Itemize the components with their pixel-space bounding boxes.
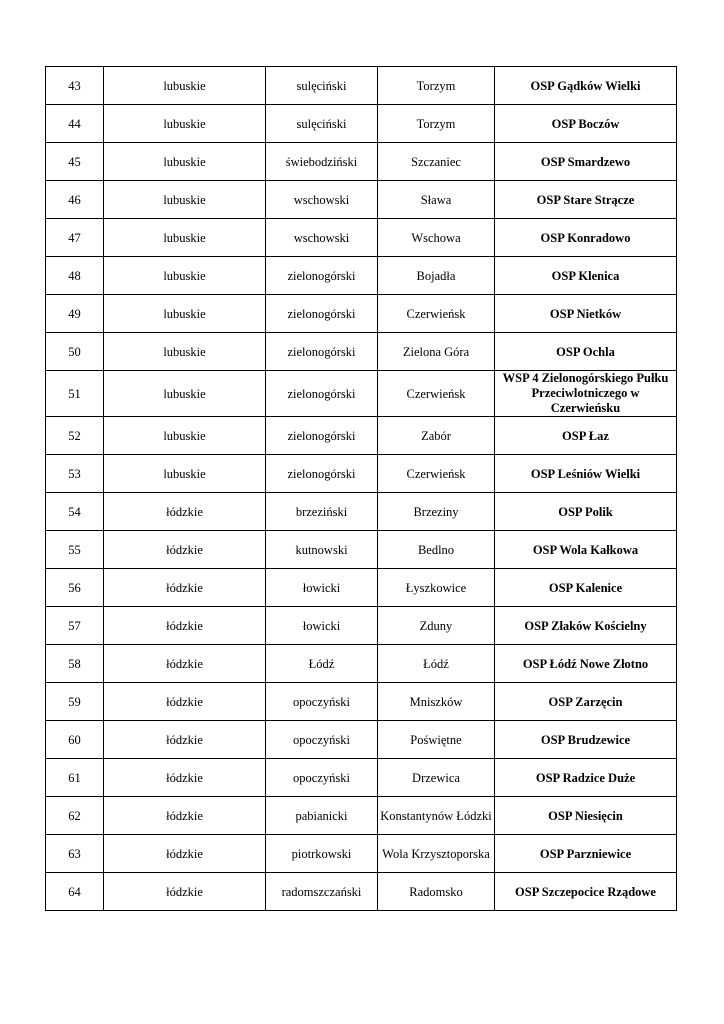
table-row [46, 835, 677, 873]
table-row [46, 493, 677, 531]
fire-unit-cell: OSP Smardzewo [495, 143, 677, 181]
fire-unit-cell: OSP Gądków Wielki [495, 67, 677, 105]
county-cell: zielonogórski [266, 455, 378, 493]
voivodeship-cell: lubuskie [104, 67, 266, 105]
commune-cell: Łódź [378, 645, 495, 683]
row-number: 60 [46, 721, 104, 759]
table-row [46, 797, 677, 835]
osp-table-body [46, 67, 677, 911]
voivodeship-cell: łódzkie [104, 721, 266, 759]
fire-unit-cell: OSP Kalenice [495, 569, 677, 607]
table-row [46, 219, 677, 257]
commune-cell: Torzym [378, 105, 495, 143]
voivodeship-cell: łódzkie [104, 645, 266, 683]
voivodeship-cell: lubuskie [104, 257, 266, 295]
fire-unit-cell: OSP Parzniewice [495, 835, 677, 873]
row-number: 46 [46, 181, 104, 219]
county-cell: radomszczański [266, 873, 378, 911]
row-number: 50 [46, 333, 104, 371]
fire-unit-cell: OSP Ochla [495, 333, 677, 371]
fire-unit-cell: OSP Nietków [495, 295, 677, 333]
table-row [46, 257, 677, 295]
county-cell: zielonogórski [266, 371, 378, 417]
commune-cell: Brzeziny [378, 493, 495, 531]
county-cell: opoczyński [266, 721, 378, 759]
county-cell: pabianicki [266, 797, 378, 835]
county-cell: zielonogórski [266, 417, 378, 455]
commune-cell: Mniszków [378, 683, 495, 721]
voivodeship-cell: lubuskie [104, 417, 266, 455]
table-row [46, 67, 677, 105]
row-number: 49 [46, 295, 104, 333]
row-number: 64 [46, 873, 104, 911]
table-row [46, 333, 677, 371]
fire-unit-cell: OSP Leśniów Wielki [495, 455, 677, 493]
voivodeship-cell: łódzkie [104, 683, 266, 721]
voivodeship-cell: łódzkie [104, 835, 266, 873]
osp-table [45, 66, 677, 911]
commune-cell: Radomsko [378, 873, 495, 911]
county-cell: zielonogórski [266, 257, 378, 295]
fire-unit-cell: OSP Szczepocice Rządowe [495, 873, 677, 911]
county-cell: opoczyński [266, 759, 378, 797]
county-cell: wschowski [266, 219, 378, 257]
table-row [46, 371, 677, 417]
table-row [46, 759, 677, 797]
voivodeship-cell: łódzkie [104, 797, 266, 835]
county-cell: piotrkowski [266, 835, 378, 873]
row-number: 48 [46, 257, 104, 295]
county-cell: brzeziński [266, 493, 378, 531]
commune-cell: Wschowa [378, 219, 495, 257]
table-row [46, 569, 677, 607]
fire-unit-cell: OSP Zarzęcin [495, 683, 677, 721]
commune-cell: Wola Krzysztoporska [378, 835, 495, 873]
voivodeship-cell: lubuskie [104, 371, 266, 417]
commune-cell: Szczaniec [378, 143, 495, 181]
voivodeship-cell: lubuskie [104, 219, 266, 257]
county-cell: łowicki [266, 607, 378, 645]
fire-unit-cell: OSP Boczów [495, 105, 677, 143]
row-number: 43 [46, 67, 104, 105]
voivodeship-cell: lubuskie [104, 181, 266, 219]
row-number: 53 [46, 455, 104, 493]
county-cell: kutnowski [266, 531, 378, 569]
row-number: 59 [46, 683, 104, 721]
row-number: 51 [46, 371, 104, 417]
fire-unit-cell: OSP Złaków Kościelny [495, 607, 677, 645]
fire-unit-cell: WSP 4 Zielonogórskiego Pułku Przeciwlotniczego w Czerwieńsku [495, 371, 677, 417]
voivodeship-cell: łódzkie [104, 493, 266, 531]
fire-unit-cell: OSP Niesięcin [495, 797, 677, 835]
row-number: 45 [46, 143, 104, 181]
row-number: 47 [46, 219, 104, 257]
fire-unit-cell: OSP Klenica [495, 257, 677, 295]
fire-unit-cell: OSP Konradowo [495, 219, 677, 257]
voivodeship-cell: lubuskie [104, 333, 266, 371]
voivodeship-cell: łódzkie [104, 873, 266, 911]
table-row [46, 417, 677, 455]
fire-unit-cell: OSP Brudzewice [495, 721, 677, 759]
county-cell: łowicki [266, 569, 378, 607]
voivodeship-cell: lubuskie [104, 455, 266, 493]
voivodeship-cell: łódzkie [104, 531, 266, 569]
row-number: 62 [46, 797, 104, 835]
row-number: 61 [46, 759, 104, 797]
row-number: 44 [46, 105, 104, 143]
table-row [46, 607, 677, 645]
fire-unit-cell: OSP Łaz [495, 417, 677, 455]
table-row [46, 295, 677, 333]
fire-unit-cell: OSP Łódź Nowe Złotno [495, 645, 677, 683]
fire-unit-cell: OSP Polik [495, 493, 677, 531]
county-cell: zielonogórski [266, 295, 378, 333]
table-row [46, 105, 677, 143]
commune-cell: Czerwieńsk [378, 371, 495, 417]
commune-cell: Zielona Góra [378, 333, 495, 371]
table-row [46, 645, 677, 683]
county-cell: opoczyński [266, 683, 378, 721]
commune-cell: Łyszkowice [378, 569, 495, 607]
row-number: 57 [46, 607, 104, 645]
voivodeship-cell: lubuskie [104, 105, 266, 143]
commune-cell: Konstantynów Łódzki [378, 797, 495, 835]
voivodeship-cell: lubuskie [104, 295, 266, 333]
row-number: 56 [46, 569, 104, 607]
voivodeship-cell: łódzkie [104, 569, 266, 607]
fire-unit-cell: OSP Wola Kałkowa [495, 531, 677, 569]
table-row [46, 181, 677, 219]
voivodeship-cell: lubuskie [104, 143, 266, 181]
fire-unit-cell: OSP Stare Strącze [495, 181, 677, 219]
row-number: 54 [46, 493, 104, 531]
fire-unit-cell: OSP Radzice Duże [495, 759, 677, 797]
county-cell: sulęciński [266, 105, 378, 143]
table-row [46, 531, 677, 569]
commune-cell: Czerwieńsk [378, 455, 495, 493]
commune-cell: Czerwieńsk [378, 295, 495, 333]
commune-cell: Drzewica [378, 759, 495, 797]
county-cell: Łódź [266, 645, 378, 683]
commune-cell: Zduny [378, 607, 495, 645]
row-number: 63 [46, 835, 104, 873]
table-row [46, 873, 677, 911]
row-number: 52 [46, 417, 104, 455]
commune-cell: Torzym [378, 67, 495, 105]
commune-cell: Bojadła [378, 257, 495, 295]
row-number: 55 [46, 531, 104, 569]
voivodeship-cell: łódzkie [104, 759, 266, 797]
commune-cell: Sława [378, 181, 495, 219]
county-cell: zielonogórski [266, 333, 378, 371]
table-row [46, 683, 677, 721]
voivodeship-cell: łódzkie [104, 607, 266, 645]
table-row [46, 143, 677, 181]
commune-cell: Bedlno [378, 531, 495, 569]
table-row [46, 455, 677, 493]
table-row [46, 721, 677, 759]
county-cell: świebodziński [266, 143, 378, 181]
row-number: 58 [46, 645, 104, 683]
commune-cell: Poświętne [378, 721, 495, 759]
county-cell: wschowski [266, 181, 378, 219]
commune-cell: Zabór [378, 417, 495, 455]
county-cell: sulęciński [266, 67, 378, 105]
